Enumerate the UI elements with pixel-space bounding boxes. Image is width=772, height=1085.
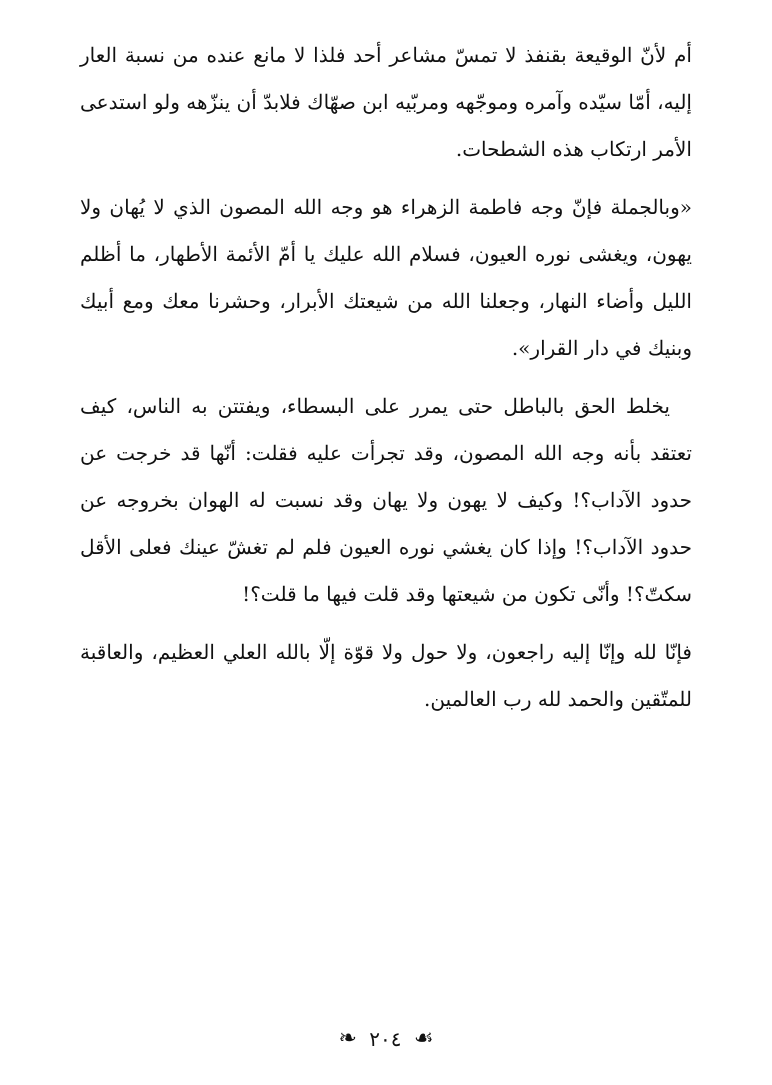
ornament-left-icon: ❧ bbox=[338, 1025, 357, 1051]
paragraph-3: يخلط الحق بالباطل حتى يمرر على البسطاء، ويفتتن به الناس، كيف تعتقد بأنه وجه الله المصون، وقد تجرأت عليه فقلت: أنّها قد خرجت عن حدود الآداب؟! وكيف لا يهون ولا يهان وقد نسبت له الهوان بخروجه عن حدود الآداب؟! وإذا كان يغشي نوره العيون فلم لم تغشّ عينك فعلى الأقل سكتّ؟! وأنّى تكون من شيعتها وقد قلت فيها ما قلت؟! bbox=[80, 394, 692, 606]
paragraph-1: أم لأنّ الوقيعة بقنفذ لا تمسّ مشاعر أحد فلذا لا مانع عنده من نسبة العار إليه، أمّا سيّده وآمره وموجّهه ومربّيه ابن صهّاك فلابدّ أن ينزّهه ولو استدعى الأمر ارتكاب هذه الشطحات. bbox=[80, 43, 692, 161]
page-number: ٢٠٤ bbox=[369, 1026, 402, 1051]
paragraph-2-quote: «وبالجملة فإنّ وجه فاطمة الزهراء هو وجه الله المصون الذي لا يُهان ولا يهون، ويغشى نوره العيون، فسلام الله عليك يا أمّ الأئمة الأطهار، ما أظلم الليل وأضاء النهار، وجعلنا الله من شيعتك الأبرار، وحشرنا معك ومع أبيك وبنيك في دار القرار». bbox=[80, 195, 692, 360]
paragraph-4: فإنّا لله وإنّا إليه راجعون، ولا حول ولا قوّة إلّا بالله العلي العظيم، والعاقبة للمتّقين والحمد لله رب العالمين. bbox=[80, 640, 692, 711]
ornament-right-icon: ☙ bbox=[413, 1025, 434, 1051]
page-footer bbox=[0, 1022, 772, 1054]
page-body bbox=[80, 32, 692, 734]
